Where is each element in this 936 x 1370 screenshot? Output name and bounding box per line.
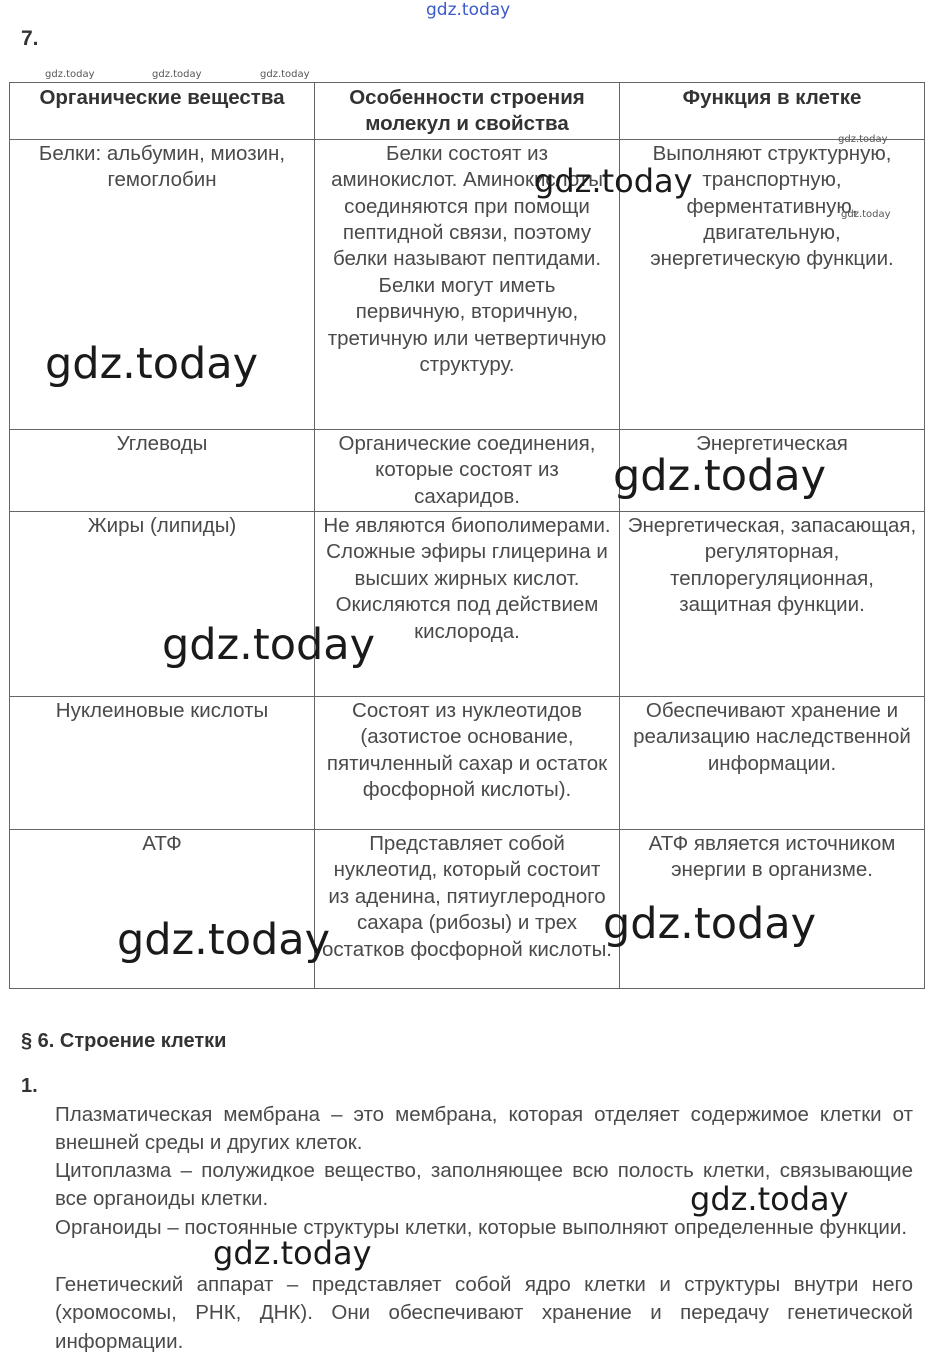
structure-cell: Белки состоят из аминокислот. Аминокислоты соединяются при помощи пептидной связи, поэтому белки называют пептидами. Белки могут иметь первичную, вторичную, третичную или четвертичную структуру. bbox=[315, 139, 620, 429]
section-title: § 6. Строение клетки bbox=[21, 1030, 227, 1052]
task-number: 7. bbox=[21, 27, 39, 50]
function-cell: Энергетическая, запасающая, регуляторная, теплорегуляционная, защитная функции. bbox=[620, 512, 925, 697]
watermark-large: gdz.today bbox=[603, 899, 817, 949]
watermark-top: gdz.today bbox=[426, 0, 511, 20]
paragraph-genetic-apparatus: Генетический аппарат – представляет собой ядро клетки и структуры внутри него (хромосомы, РНК, ДНК). Они обеспечивают хранение и передачу генетической информации. bbox=[55, 1273, 913, 1353]
function-cell: АТФ является источником энергии в организме. bbox=[620, 830, 925, 989]
watermark-large: gdz.today bbox=[45, 339, 259, 389]
watermark-small: gdz.today bbox=[838, 134, 888, 145]
table-row bbox=[10, 697, 925, 830]
structure-cell: Органические соединения, которые состоят из сахаридов. bbox=[315, 429, 620, 511]
watermark-large: gdz.today bbox=[613, 451, 827, 501]
watermark-large: gdz.today bbox=[162, 620, 376, 670]
table-row bbox=[10, 512, 925, 697]
watermark-small: gdz.today bbox=[152, 69, 202, 80]
watermark-large: gdz.today bbox=[534, 162, 693, 200]
structure-cell: Представляет собой нуклеотид, который состоит из аденина, пятиуглеродного сахара (рибозы) и трех остатков фосфорной кислоты. bbox=[315, 830, 620, 989]
watermark-small: gdz.today bbox=[841, 209, 891, 220]
substance-cell: Нуклеиновые кислоты bbox=[10, 697, 315, 830]
function-cell: Обеспечивают хранение и реализацию наследственной информации. bbox=[620, 697, 925, 830]
substance-cell: Жиры (липиды) bbox=[10, 512, 315, 697]
column-header: Органические вещества bbox=[10, 83, 315, 140]
function-cell: Выполняют структурную, транспортную, ферментативную, двигательную, энергетическую функции. bbox=[620, 139, 925, 429]
column-header: Особенности строения молекул и свойства bbox=[315, 83, 620, 140]
column-header: Функция в клетке bbox=[620, 83, 925, 140]
watermark-large: gdz.today bbox=[117, 915, 331, 965]
watermark-small: gdz.today bbox=[45, 69, 95, 80]
paragraph-membrane: Плазматическая мембрана – это мембрана, которая отделяет содержимое клетки от внешней среды и других клеток. bbox=[55, 1103, 913, 1155]
structure-cell: Состоят из нуклеотидов (азотистое основание, пятичленный сахар и остаток фосфорной кислоты). bbox=[315, 697, 620, 830]
watermark-small: gdz.today bbox=[260, 69, 310, 80]
organic-substances-table bbox=[9, 82, 925, 989]
function-cell: Энергетическая bbox=[620, 429, 925, 511]
paragraph-organoids: Органоиды – постоянные структуры клетки, которые выполняют определенные функции. bbox=[55, 1216, 908, 1239]
subtask-number: 1. bbox=[21, 1075, 38, 1097]
paragraph-cytoplasm: Цитоплазма – полужидкое вещество, заполняющее всю полость клетки, связывающие все органоиды клетки. bbox=[55, 1159, 913, 1211]
watermark-large: gdz.today bbox=[690, 1180, 849, 1218]
substance-cell: Белки: альбумин, миозин, гемоглобин bbox=[10, 139, 315, 429]
table-header-row bbox=[10, 83, 925, 140]
watermark-large: gdz.today bbox=[213, 1234, 372, 1272]
substance-cell: Углеводы bbox=[10, 429, 315, 511]
substance-cell: АТФ bbox=[10, 830, 315, 989]
structure-cell: Не являются биополимерами. Сложные эфиры глицерина и высших жирных кислот. Окисляются под действием кислорода. bbox=[315, 512, 620, 697]
